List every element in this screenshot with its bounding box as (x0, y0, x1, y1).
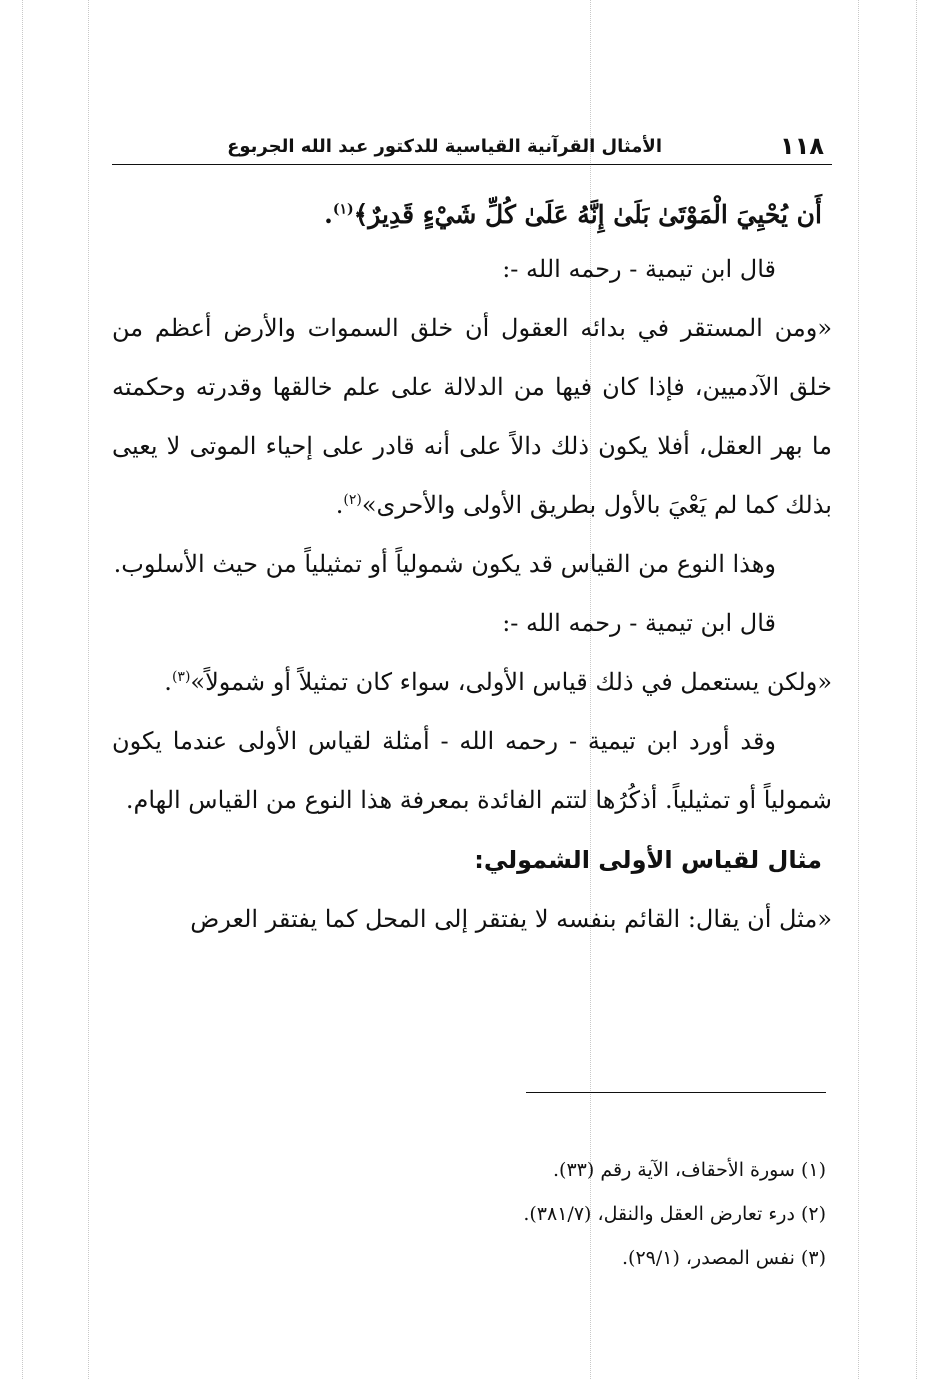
paragraph-attribution: قال ابن تيمية - رحمه الله -: (502, 609, 776, 637)
scan-line (858, 0, 859, 1379)
scan-line (88, 0, 89, 1379)
quote-text: «ومن المستقر في بدائه العقول أن خلق السموات والأرض أعظم من خلق الآدميين، فإذا كان فيها من الدلالة على علم خالقها وقدرته وحكمته ما بهر العقل، أفلا يكون ذلك دالاً على أنه قادر على إحياء الموتى لا يعيى بذلك كما لم يَعْيَ بالأول بطريق الأولى والأحرى» (112, 314, 832, 519)
scan-line (22, 0, 23, 1379)
paragraph-quote (112, 653, 832, 712)
quran-verse (112, 190, 822, 240)
quote-end: . (164, 668, 172, 696)
section-heading: مثال لقياس الأولى الشمولي: (474, 846, 822, 874)
footnote-ref: (١) (332, 201, 354, 218)
footnote-ref: (٢) (343, 492, 362, 508)
running-title: الأمثال القرآنية القياسية للدكتور عبد الله الجربوع (227, 136, 662, 157)
scan-line (916, 0, 917, 1379)
footnote: (٢) درء تعارض العقل والنقل، (٣٨١/٧). (523, 1203, 826, 1225)
footnote: (٣) نفس المصدر، (٢٩/١). (621, 1247, 826, 1269)
book-page (112, 120, 832, 1300)
paragraph-quote (112, 299, 832, 535)
page-header (112, 130, 832, 165)
page-number: ١١٨ (780, 132, 824, 160)
footnote: (١) سورة الأحقاف، الآية رقم (٣٣). (553, 1159, 826, 1181)
paragraph-body: وهذا النوع من القياس قد يكون شمولياً أو تمثيلياً من حيث الأسلوب. (113, 550, 776, 578)
paragraph-body: وقد أورد ابن تيمية - رحمه الله - أمثلة لقياس الأولى عندما يكون شمولياً أو تمثيلياً. أذكُرُها لتتم الفائدة بمعرفة هذا النوع من القياس الهام. (112, 727, 832, 814)
footnotes (112, 1148, 826, 1280)
quote-text: «ولكن يستعمل في ذلك قياس الأولى، سواء كان تمثيلاً أو شمولاً» (190, 668, 832, 696)
footnote-ref: (٣) (171, 669, 191, 685)
verse-end: . (324, 200, 333, 229)
quote-end: . (335, 491, 344, 519)
verse-text: أَن يُحْيِيَ الْمَوْتَىٰ بَلَىٰ إِنَّهُ عَلَىٰ كُلِّ شَيْءٍ قَدِيرٌ﴾ (353, 200, 822, 229)
page-body (112, 190, 832, 949)
paragraph-quote: «مثل أن يقال: القائم بنفسه لا يفتقر إلى المحل كما يفتقر العرض (190, 905, 832, 933)
footnote-divider (526, 1092, 826, 1093)
paragraph-attribution: قال ابن تيمية - رحمه الله -: (502, 255, 776, 283)
